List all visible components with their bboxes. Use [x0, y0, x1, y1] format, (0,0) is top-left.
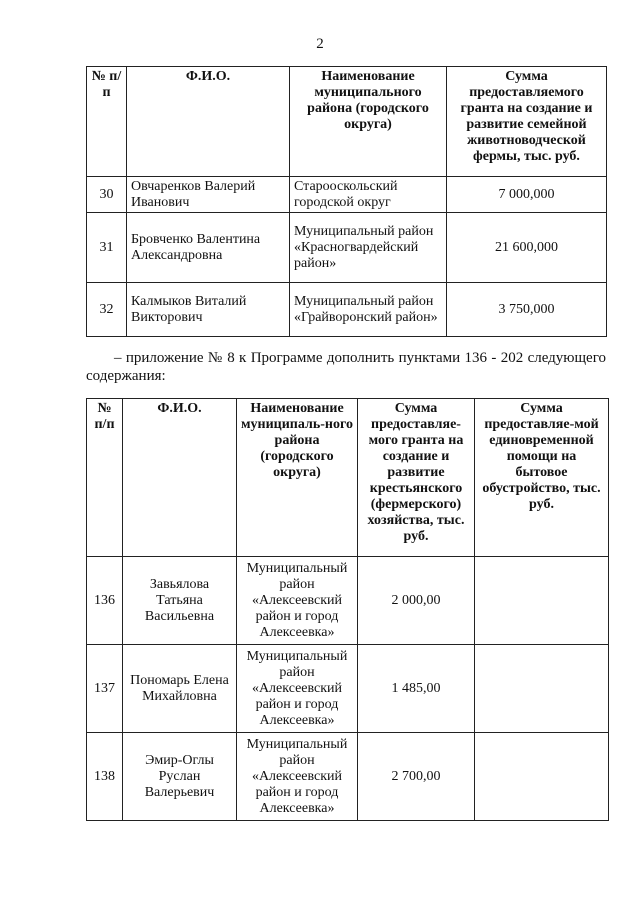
- row-grant: 2 000,00: [358, 557, 475, 645]
- row-fio: Бровченко Валентина Александровна: [127, 213, 290, 283]
- row-district: Муниципальный район «Алексеевский район и город Алексеевка»: [237, 557, 358, 645]
- column-header-aid-amount: Сумма предоставляе-мой единовременной помощи на бытовое обустройство, тыс. руб.: [475, 399, 609, 557]
- row-fio: Калмыков Виталий Викторович: [127, 283, 290, 337]
- table-row: [87, 283, 607, 337]
- row-district: Старооскольский городской округ: [290, 177, 447, 213]
- row-district: Муниципальный район «Алексеевский район и город Алексеевка»: [237, 733, 358, 821]
- grant-table-family-farms: [86, 66, 607, 337]
- row-fio: Пономарь Елена Михайловна: [123, 645, 237, 733]
- column-header-grant-amount: Сумма предоставляемого гранта на создание и развитие семейной животноводческой фермы, тыс. руб.: [447, 67, 607, 177]
- row-grant: 2 700,00: [358, 733, 475, 821]
- page-number: 2: [316, 36, 324, 52]
- column-header-number: № п/п: [87, 399, 123, 557]
- row-fio: Овчаренков Валерий Иванович: [127, 177, 290, 213]
- row-amount: 3 750,000: [447, 283, 607, 337]
- row-number: 31: [87, 213, 127, 283]
- table-row: [87, 733, 609, 821]
- column-header-fio: Ф.И.О.: [127, 67, 290, 177]
- row-aid: [475, 557, 609, 645]
- row-grant: 1 485,00: [358, 645, 475, 733]
- row-aid: [475, 733, 609, 821]
- table-row: [87, 557, 609, 645]
- row-district: Муниципальный район «Алексеевский район и город Алексеевка»: [237, 645, 358, 733]
- grant-table-peasant-farms: [86, 398, 609, 821]
- row-number: 30: [87, 177, 127, 213]
- row-amount: 21 600,000: [447, 213, 607, 283]
- table-row: [87, 645, 609, 733]
- amendment-paragraph: [86, 349, 606, 385]
- table-header-row: [87, 399, 609, 557]
- row-district: Муниципальный район «Грайворонский район»: [290, 283, 447, 337]
- column-header-fio: Ф.И.О.: [123, 399, 237, 557]
- row-fio: Эмир-Оглы Руслан Валерьевич: [123, 733, 237, 821]
- row-number: 136: [87, 557, 123, 645]
- table-row: [87, 213, 607, 283]
- row-aid: [475, 645, 609, 733]
- row-fio: Завьялова Татьяна Васильевна: [123, 557, 237, 645]
- row-amount: 7 000,000: [447, 177, 607, 213]
- column-header-grant-amount: Сумма предоставляе-мого гранта на создание и развитие крестьянского (фермерского) хозяйства, тыс. руб.: [358, 399, 475, 557]
- row-number: 32: [87, 283, 127, 337]
- table-header-row: [87, 67, 607, 177]
- column-header-district: Наименование муниципаль-ного района (городского округа): [237, 399, 358, 557]
- row-district: Муниципальный район «Красногвардейский район»: [290, 213, 447, 283]
- column-header-district: Наименование муниципального района (городского округа): [290, 67, 447, 177]
- row-number: 138: [87, 733, 123, 821]
- column-header-number: № п/п: [87, 67, 127, 177]
- amendment-text: – приложение № 8 к Программе дополнить пунктами 136 - 202 следующего содержания:: [86, 350, 606, 384]
- table-row: [87, 177, 607, 213]
- row-number: 137: [87, 645, 123, 733]
